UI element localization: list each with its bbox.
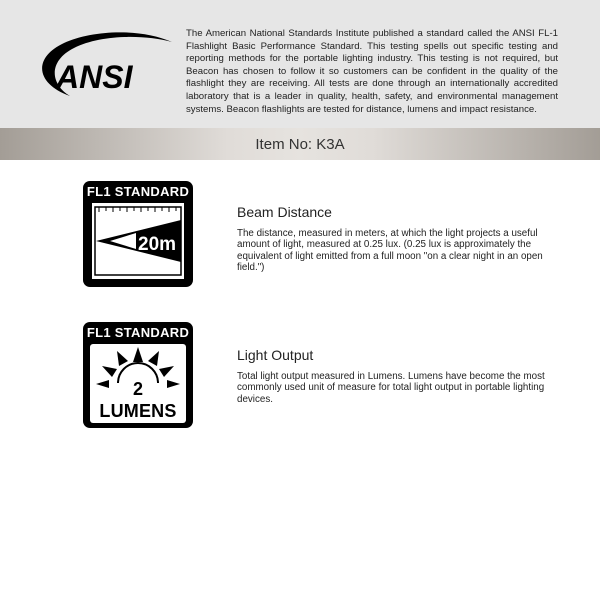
lumens-value: 2 — [132, 379, 143, 399]
light-output-badge — [82, 321, 194, 429]
beam-distance-section — [237, 204, 547, 274]
light-output-heading: Light Output — [237, 347, 314, 363]
ansi-logo-text: ANSI — [56, 59, 133, 95]
light-output-section — [237, 347, 547, 405]
item-number: Item No: K3A — [255, 135, 345, 153]
beam-distance-value: 20m — [138, 234, 177, 255]
intro-paragraph: The American National Standards Institute published a standard called the ANSI FL-1 Flashlight Basic Performance Standard. This testing spells out specific testing and reporting methods for the portable lighting industry. This testing is not required, but Beacon has chosen to follow it so customers can be confident in the quality of the flashlight they are receiving. All tests are done through an internationally accredited laboratory that is a leader in quality, health, safety, and environmental management systems. Beacon flashlights are tested for distance, lumens and impact resistance. — [186, 28, 558, 115]
light-output-description: Total light output measured in Lumens. Lumens have become the most commonly used unit of measure for total light output in portable lighting devices. — [237, 371, 545, 405]
beam-distance-badge — [82, 180, 194, 288]
item-number-bar — [0, 128, 600, 160]
badge-title: FL1 STANDARD — [86, 324, 190, 340]
lumens-unit: LUMENS — [99, 401, 177, 421]
badge-title: FL1 STANDARD — [86, 183, 190, 199]
header-band — [0, 0, 600, 128]
beam-distance-heading: Beam Distance — [237, 204, 332, 220]
beam-distance-description: The distance, measured in meters, at which the light projects a useful amount of light, measured at 0.25 lux. (0.25 lux is approximately the equivalent of light emitted from a full moon "on a clear night in an open field.") — [237, 228, 543, 274]
ansi-logo — [30, 26, 175, 102]
